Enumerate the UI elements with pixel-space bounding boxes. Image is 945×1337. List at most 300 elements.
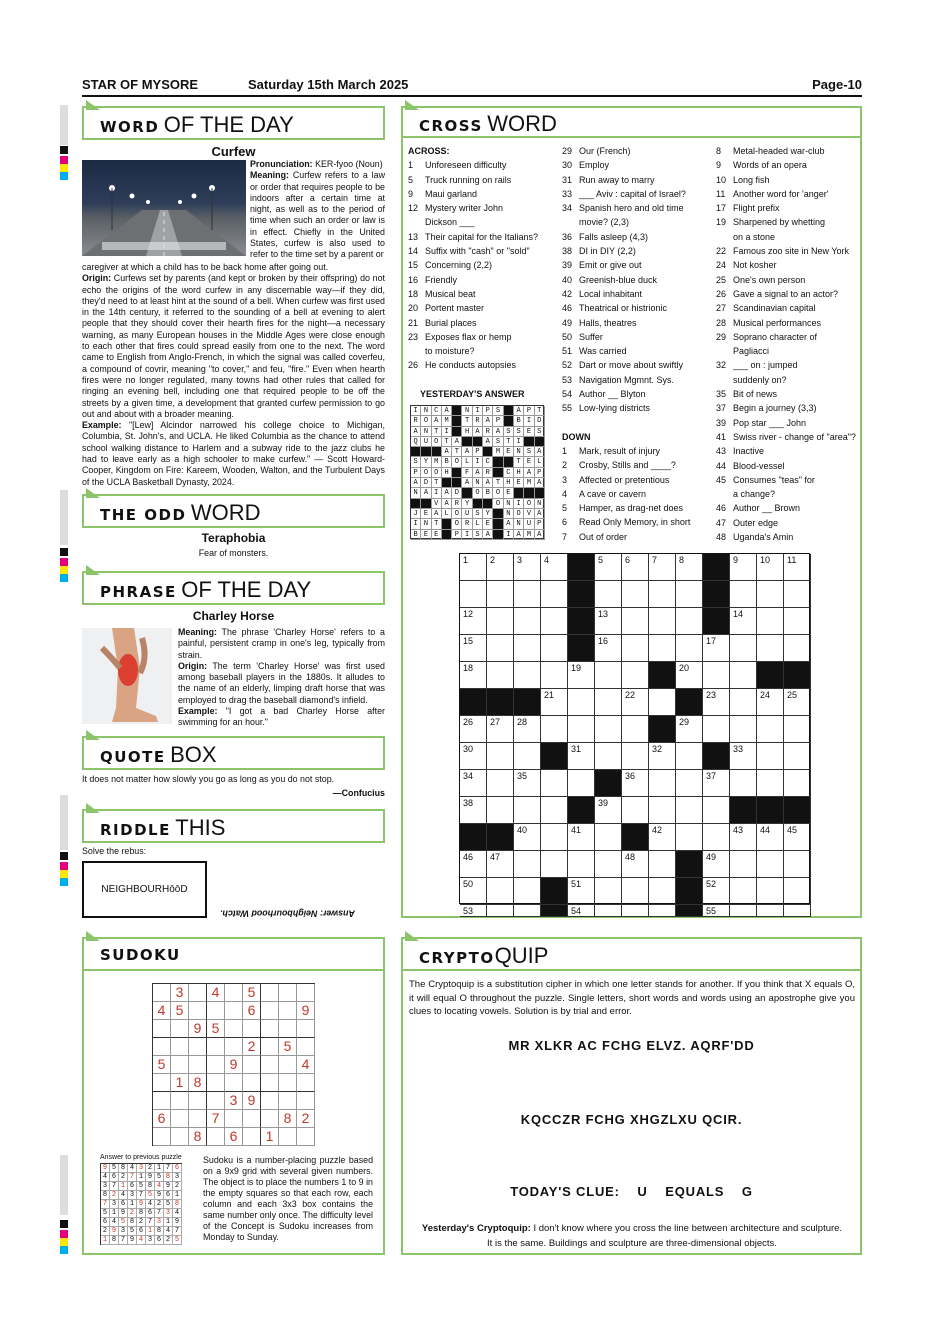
clue-item [408, 230, 558, 244]
answer-cell: T [514, 457, 524, 467]
grid-cell[interactable]: 23 [703, 689, 730, 716]
answer-digit: 2 [110, 1191, 119, 1200]
grid-cell[interactable]: 51 [568, 878, 595, 905]
grid-cell[interactable] [676, 824, 703, 851]
grid-cell[interactable]: 16 [595, 635, 622, 662]
grid-cell[interactable] [730, 689, 757, 716]
block-cell [487, 689, 514, 716]
sudoku-empty-cell[interactable] [243, 1074, 261, 1092]
answer-cell: T [432, 478, 442, 488]
clue-item [408, 316, 558, 330]
clue-text: Uganda's Amin [733, 532, 794, 543]
sudoku-empty-cell[interactable] [261, 984, 279, 1002]
clue-number: 28 [716, 317, 727, 328]
sudoku-given-cell: 9 [189, 1020, 207, 1038]
clue-number: 7 [562, 531, 568, 542]
sudoku-empty-cell[interactable] [297, 1038, 315, 1056]
grid-cell[interactable] [487, 878, 514, 905]
grid-cell[interactable]: 32 [649, 743, 676, 770]
answer-digit: 7 [146, 1218, 155, 1227]
grid-cell[interactable] [730, 716, 757, 743]
grid-cell[interactable]: 28 [514, 716, 541, 743]
grid-cell[interactable]: 26 [460, 716, 487, 743]
grid-cell[interactable]: 43 [730, 824, 757, 851]
grid-cell[interactable] [622, 743, 649, 770]
grid-cell[interactable]: 35 [514, 770, 541, 797]
sudoku-empty-cell[interactable] [153, 1092, 171, 1110]
grid-cell[interactable] [730, 878, 757, 905]
grid-cell[interactable] [595, 878, 622, 905]
grid-cell[interactable] [487, 905, 514, 917]
answer-digit: 8 [155, 1227, 164, 1236]
grid-cell[interactable] [514, 608, 541, 635]
grid-cell[interactable] [514, 662, 541, 689]
sudoku-empty-cell[interactable] [279, 1128, 297, 1146]
grid-cell[interactable] [703, 662, 730, 689]
answer-block [421, 447, 431, 457]
clue-number: 42 [562, 288, 573, 299]
answer-digit: 4 [128, 1164, 137, 1173]
grid-cell[interactable] [649, 608, 676, 635]
answer-digit: 6 [119, 1200, 128, 1209]
grid-cell[interactable]: 5 [595, 554, 622, 581]
grid-cell[interactable] [676, 770, 703, 797]
sudoku-empty-cell[interactable] [207, 1038, 225, 1056]
grid-cell[interactable]: 33 [730, 743, 757, 770]
answer-digit: 3 [164, 1209, 173, 1218]
answer-cell: A [442, 406, 452, 416]
grid-cell[interactable] [757, 905, 784, 917]
sudoku-empty-cell[interactable] [207, 1056, 225, 1074]
grid-cell[interactable] [541, 824, 568, 851]
sudoku-given-cell: 5 [153, 1056, 171, 1074]
sudoku-empty-cell[interactable] [207, 1128, 225, 1146]
sudoku-empty-cell[interactable] [225, 1038, 243, 1056]
grid-cell[interactable] [649, 905, 676, 917]
grid-cell[interactable]: 7 [649, 554, 676, 581]
grid-cell[interactable]: 15 [460, 635, 487, 662]
grid-cell[interactable] [487, 608, 514, 635]
answer-block [411, 499, 421, 509]
sudoku-given-cell: 1 [171, 1074, 189, 1092]
grid-cell[interactable] [541, 635, 568, 662]
grid-cell[interactable]: 10 [757, 554, 784, 581]
grid-cell[interactable] [514, 905, 541, 917]
odd-word-banner: THE ODD WORD [82, 494, 385, 528]
grid-cell[interactable] [784, 635, 811, 662]
answer-block [452, 406, 462, 416]
grid-cell[interactable] [757, 716, 784, 743]
sudoku-empty-cell[interactable] [225, 1110, 243, 1128]
grid-cell[interactable] [649, 797, 676, 824]
grid-cell[interactable] [514, 743, 541, 770]
grid-cell[interactable] [649, 770, 676, 797]
answer-cell: E [504, 447, 514, 457]
clue-number: 33 [562, 188, 573, 199]
sudoku-empty-cell[interactable] [279, 1020, 297, 1038]
grid-cell[interactable] [676, 743, 703, 770]
quote-banner: QUOTE BOX [82, 736, 385, 770]
answer-cell: M [493, 447, 503, 457]
sudoku-empty-cell[interactable] [153, 1020, 171, 1038]
grid-cell[interactable] [649, 689, 676, 716]
answer-block [452, 478, 462, 488]
grid-cell[interactable]: 25 [784, 689, 811, 716]
grid-cell[interactable] [784, 851, 811, 878]
clue-number: 34 [562, 203, 573, 214]
grid-cell[interactable]: 21 [541, 689, 568, 716]
answer-cell: V [524, 509, 534, 519]
grid-cell[interactable] [784, 743, 811, 770]
sudoku-empty-cell[interactable] [225, 1002, 243, 1020]
grid-cell[interactable] [784, 608, 811, 635]
answer-digit: 6 [128, 1182, 137, 1191]
crossword-grid[interactable] [459, 553, 810, 916]
grid-cell[interactable] [568, 716, 595, 743]
sudoku-empty-cell[interactable] [171, 1056, 189, 1074]
sudoku-empty-cell[interactable] [171, 1020, 189, 1038]
grid-cell[interactable]: 13 [595, 608, 622, 635]
answer-digit: 5 [128, 1227, 137, 1236]
grid-cell[interactable] [622, 581, 649, 608]
grid-cell[interactable] [514, 878, 541, 905]
grid-cell[interactable]: 2 [487, 554, 514, 581]
clue-text: Concerning (2,2) [425, 260, 493, 271]
grid-cell[interactable] [595, 662, 622, 689]
answer-cell: I [524, 416, 534, 426]
block-cell [541, 878, 568, 905]
grid-cell[interactable]: 45 [784, 824, 811, 851]
answer-cell: N [514, 447, 524, 457]
grid-cell[interactable]: 12 [460, 608, 487, 635]
grid-cell[interactable] [649, 851, 676, 878]
grid-cell[interactable]: 36 [622, 770, 649, 797]
sudoku-empty-cell[interactable] [189, 1038, 207, 1056]
grid-cell[interactable]: 17 [703, 635, 730, 662]
grid-cell[interactable] [757, 743, 784, 770]
clue-text: a change? [733, 489, 776, 500]
sudoku-empty-cell[interactable] [153, 984, 171, 1002]
grid-cell[interactable]: 27 [487, 716, 514, 743]
answer-digit: 2 [137, 1218, 146, 1227]
grid-cell[interactable] [622, 878, 649, 905]
sudoku-empty-cell[interactable] [171, 1092, 189, 1110]
grid-cell[interactable]: 19 [568, 662, 595, 689]
sudoku-empty-cell[interactable] [261, 1038, 279, 1056]
sudoku-empty-cell[interactable] [189, 1056, 207, 1074]
grid-cell[interactable]: 41 [568, 824, 595, 851]
sudoku-empty-cell[interactable] [261, 1020, 279, 1038]
sudoku-empty-cell[interactable] [297, 1092, 315, 1110]
grid-cell[interactable]: 37 [703, 770, 730, 797]
answer-cell: O [452, 519, 462, 529]
grid-cell[interactable] [730, 905, 757, 917]
grid-cell[interactable] [784, 716, 811, 743]
grid-cell[interactable] [595, 851, 622, 878]
sudoku-empty-cell[interactable] [243, 1020, 261, 1038]
grid-cell[interactable] [622, 905, 649, 917]
sudoku-empty-cell[interactable] [297, 1128, 315, 1146]
grid-cell[interactable] [541, 662, 568, 689]
sudoku-empty-cell[interactable] [279, 1002, 297, 1020]
grid-cell[interactable] [541, 797, 568, 824]
grid-cell[interactable] [487, 770, 514, 797]
grid-cell[interactable]: 30 [460, 743, 487, 770]
grid-cell[interactable] [730, 581, 757, 608]
block-cell [676, 878, 703, 905]
grid-cell[interactable] [784, 878, 811, 905]
grid-cell[interactable]: 31 [568, 743, 595, 770]
clue-item [562, 330, 712, 344]
clue-number: 26 [716, 288, 727, 299]
grid-cell[interactable]: 44 [757, 824, 784, 851]
grid-cell[interactable] [541, 716, 568, 743]
grid-cell[interactable]: 50 [460, 878, 487, 905]
sudoku-empty-cell[interactable] [297, 1020, 315, 1038]
answer-digit: 6 [101, 1218, 110, 1227]
sudoku-empty-cell[interactable] [243, 1128, 261, 1146]
sudoku-empty-cell[interactable] [225, 1020, 243, 1038]
grid-cell[interactable]: 9 [730, 554, 757, 581]
grid-cell[interactable] [649, 635, 676, 662]
clue-number: 26 [408, 360, 419, 371]
clue-text: Exposes flax or hemp [425, 331, 512, 342]
grid-cell[interactable]: 1 [460, 554, 487, 581]
grid-cell[interactable]: 14 [730, 608, 757, 635]
clue-text: Suffer [579, 331, 603, 342]
answer-block [535, 488, 545, 498]
answer-cell: L [473, 519, 483, 529]
clue-number: 27 [716, 303, 727, 314]
grid-cell[interactable]: 40 [514, 824, 541, 851]
grid-cell[interactable] [487, 662, 514, 689]
grid-cell[interactable] [730, 635, 757, 662]
sudoku-empty-cell[interactable] [171, 1110, 189, 1128]
grid-cell[interactable] [595, 743, 622, 770]
sudoku-empty-cell[interactable] [261, 1002, 279, 1020]
sudoku-empty-cell[interactable] [153, 1038, 171, 1056]
sudoku-given-cell: 9 [297, 1002, 315, 1020]
sudoku-empty-cell[interactable] [207, 1092, 225, 1110]
sudoku-empty-cell[interactable] [279, 984, 297, 1002]
sudoku-empty-cell[interactable] [189, 984, 207, 1002]
answer-cell: O [493, 488, 503, 498]
sudoku-empty-cell[interactable] [207, 1074, 225, 1092]
sudoku-empty-cell[interactable] [171, 1128, 189, 1146]
grid-cell[interactable] [622, 635, 649, 662]
grid-cell[interactable]: 38 [460, 797, 487, 824]
word-of-day-banner: WORD OF THE DAY [82, 106, 385, 140]
answer-cell: A [483, 416, 493, 426]
sudoku-empty-cell[interactable] [279, 1092, 297, 1110]
sudoku-empty-cell[interactable] [225, 984, 243, 1002]
sudoku-empty-cell[interactable] [261, 1110, 279, 1128]
grid-cell[interactable] [568, 851, 595, 878]
grid-cell[interactable] [487, 581, 514, 608]
grid-cell[interactable] [568, 770, 595, 797]
grid-cell[interactable] [703, 797, 730, 824]
grid-cell[interactable] [757, 878, 784, 905]
grid-cell[interactable]: 55 [703, 905, 730, 917]
sudoku-empty-cell[interactable] [243, 1056, 261, 1074]
grid-cell[interactable]: 22 [622, 689, 649, 716]
sudoku-empty-cell[interactable] [225, 1074, 243, 1092]
grid-cell[interactable] [730, 851, 757, 878]
grid-cell[interactable]: 52 [703, 878, 730, 905]
color-chip-black [60, 548, 68, 556]
grid-cell[interactable]: 6 [622, 554, 649, 581]
sudoku-empty-cell[interactable] [297, 984, 315, 1002]
grid-cell[interactable] [649, 878, 676, 905]
grid-cell[interactable] [622, 716, 649, 743]
sudoku-empty-cell[interactable] [261, 1092, 279, 1110]
grid-cell[interactable] [784, 770, 811, 797]
sudoku-given-cell: 4 [297, 1056, 315, 1074]
grid-cell[interactable] [757, 608, 784, 635]
clue-item [562, 473, 712, 487]
grid-cell[interactable] [757, 635, 784, 662]
grid-cell[interactable]: 48 [622, 851, 649, 878]
grid-cell[interactable] [514, 635, 541, 662]
grid-cell[interactable] [757, 770, 784, 797]
grid-cell[interactable] [622, 662, 649, 689]
grid-cell[interactable]: 39 [595, 797, 622, 824]
answer-digit: 5 [101, 1209, 110, 1218]
grid-cell[interactable] [676, 635, 703, 662]
sudoku-grid[interactable] [152, 983, 315, 1146]
clue-number: 9 [408, 188, 414, 199]
grid-cell[interactable] [676, 608, 703, 635]
grid-cell[interactable] [595, 824, 622, 851]
grid-cell[interactable] [757, 581, 784, 608]
clue-item [408, 187, 558, 201]
sudoku-empty-cell[interactable] [189, 1002, 207, 1020]
grid-cell[interactable] [703, 716, 730, 743]
grid-cell[interactable] [757, 851, 784, 878]
sudoku-empty-cell[interactable] [243, 1110, 261, 1128]
answer-cell: N [504, 499, 514, 509]
grid-cell[interactable] [541, 608, 568, 635]
grid-cell[interactable] [541, 851, 568, 878]
cipher-line-1: MR XLKR AC FCHG ELVZ. AQRF'DD [508, 1038, 755, 1053]
grid-cell[interactable] [595, 716, 622, 743]
grid-cell[interactable]: 47 [487, 851, 514, 878]
grid-cell[interactable] [487, 635, 514, 662]
sudoku-empty-cell[interactable] [189, 1092, 207, 1110]
grid-cell[interactable] [649, 581, 676, 608]
clue-text: Spanish hero and old time [579, 203, 684, 214]
grid-cell[interactable] [595, 581, 622, 608]
answer-block [483, 499, 493, 509]
block-cell [676, 905, 703, 917]
clue-item [716, 344, 861, 358]
grid-cell[interactable]: 34 [460, 770, 487, 797]
sudoku-empty-cell[interactable] [189, 1110, 207, 1128]
clue-number: 3 [562, 474, 568, 485]
answer-block [452, 416, 462, 426]
grid-cell[interactable]: 54 [568, 905, 595, 917]
answer-cell: T [432, 427, 442, 437]
grid-cell[interactable] [676, 581, 703, 608]
answer-digit: 6 [164, 1191, 173, 1200]
sudoku-empty-cell[interactable] [261, 1056, 279, 1074]
grid-cell[interactable] [568, 689, 595, 716]
grid-cell[interactable]: 11 [784, 554, 811, 581]
rebus-text: NEIGHBOURHōōD [101, 884, 188, 895]
clue-text: Was carried [579, 346, 627, 357]
grid-cell[interactable] [622, 608, 649, 635]
sudoku-empty-cell[interactable] [279, 1074, 297, 1092]
block-cell [649, 716, 676, 743]
sudoku-empty-cell[interactable] [153, 1074, 171, 1092]
grid-cell[interactable] [595, 689, 622, 716]
block-cell [757, 662, 784, 689]
grid-cell[interactable] [622, 797, 649, 824]
grid-cell[interactable]: 3 [514, 554, 541, 581]
answer-digit: 1 [155, 1164, 164, 1173]
sudoku-empty-cell[interactable] [207, 1002, 225, 1020]
sudoku-given-cell: 3 [225, 1092, 243, 1110]
grid-cell[interactable]: 24 [757, 689, 784, 716]
grid-cell[interactable] [730, 770, 757, 797]
sudoku-empty-cell[interactable] [279, 1056, 297, 1074]
grid-cell[interactable] [676, 797, 703, 824]
grid-cell[interactable] [784, 581, 811, 608]
wotd-body: caregiver at which a child has to be back home after going out. Origin: Curfews set by parents (and kept or broken by their offspring) do not echo the origins of the word curfew in any discernable way—if they did, they'd need to at least hint at the sound of a bell. When curfew was first used in the 14th century, it referred to the sounding of a bell at evening to alert people that they should cover their hearth fires for the night—a necessary warning, as many European houses in the Middle Ages were close enough to each other that fires could spread easily from one to the next. The word came to English from Anglo-French, in which the signal was called coverfeu, a compound of covrir, meaning "to cover," and feu, "fire." Even when hearth fires were no longer regulated, many towns had other rules that called for ringing an evening bell, including one that required people to be off the streets by a given time, a development that granted curfew permission to go out and about with a broader meaning. Example: "[Lew] Alcindor narrowed his college choice to Michigan, Columbia, St. John's, and UCLA. He liked Columbia as the chance to attend school walking distance to Harlem and a subway ride to the jazz clubs he had to leave early as a high schooler to make curfew." — Scott Howard-Cooper, Kingdom on Fire: Kareem, Wooden, Walton, and the Turbulent Days of the UCLA Basketball Dynasty, 2024. [82, 262, 385, 487]
grid-cell[interactable] [460, 581, 487, 608]
sudoku-empty-cell[interactable] [261, 1074, 279, 1092]
grid-cell[interactable] [730, 662, 757, 689]
grid-cell[interactable]: 4 [541, 554, 568, 581]
block-cell [757, 797, 784, 824]
answer-digit: 8 [137, 1209, 146, 1218]
yesterday-answer-grid [410, 405, 544, 539]
grid-cell[interactable] [514, 797, 541, 824]
grid-cell[interactable] [514, 851, 541, 878]
clue-item [408, 273, 558, 287]
clue-item [408, 158, 558, 172]
grid-cell[interactable]: 8 [676, 554, 703, 581]
grid-cell[interactable] [703, 824, 730, 851]
answer-cell: D [421, 478, 431, 488]
clue-item [716, 516, 861, 530]
clue-number: 5 [562, 503, 568, 514]
clue-number: 52 [562, 360, 573, 371]
grid-cell[interactable] [514, 581, 541, 608]
grid-cell[interactable] [595, 905, 622, 917]
sudoku-empty-cell[interactable] [171, 1038, 189, 1056]
grid-cell[interactable] [784, 905, 811, 917]
grid-cell[interactable] [541, 581, 568, 608]
grid-cell[interactable]: 46 [460, 851, 487, 878]
answer-cell: I [411, 519, 421, 529]
grid-cell[interactable]: 42 [649, 824, 676, 851]
grid-cell[interactable]: 18 [460, 662, 487, 689]
sudoku-empty-cell[interactable] [297, 1074, 315, 1092]
grid-cell[interactable] [487, 743, 514, 770]
grid-cell[interactable]: 20 [676, 662, 703, 689]
grid-cell[interactable]: 53 [460, 905, 487, 917]
clue-text: Theatrical or histrionic [579, 303, 668, 314]
answer-digit: 6 [155, 1236, 164, 1245]
sudoku-empty-cell[interactable] [153, 1128, 171, 1146]
grid-cell[interactable] [487, 797, 514, 824]
grid-cell[interactable]: 29 [676, 716, 703, 743]
clue-item [408, 215, 558, 229]
grid-cell[interactable]: 49 [703, 851, 730, 878]
clue-number: 2 [562, 460, 568, 471]
grid-cell[interactable] [541, 770, 568, 797]
